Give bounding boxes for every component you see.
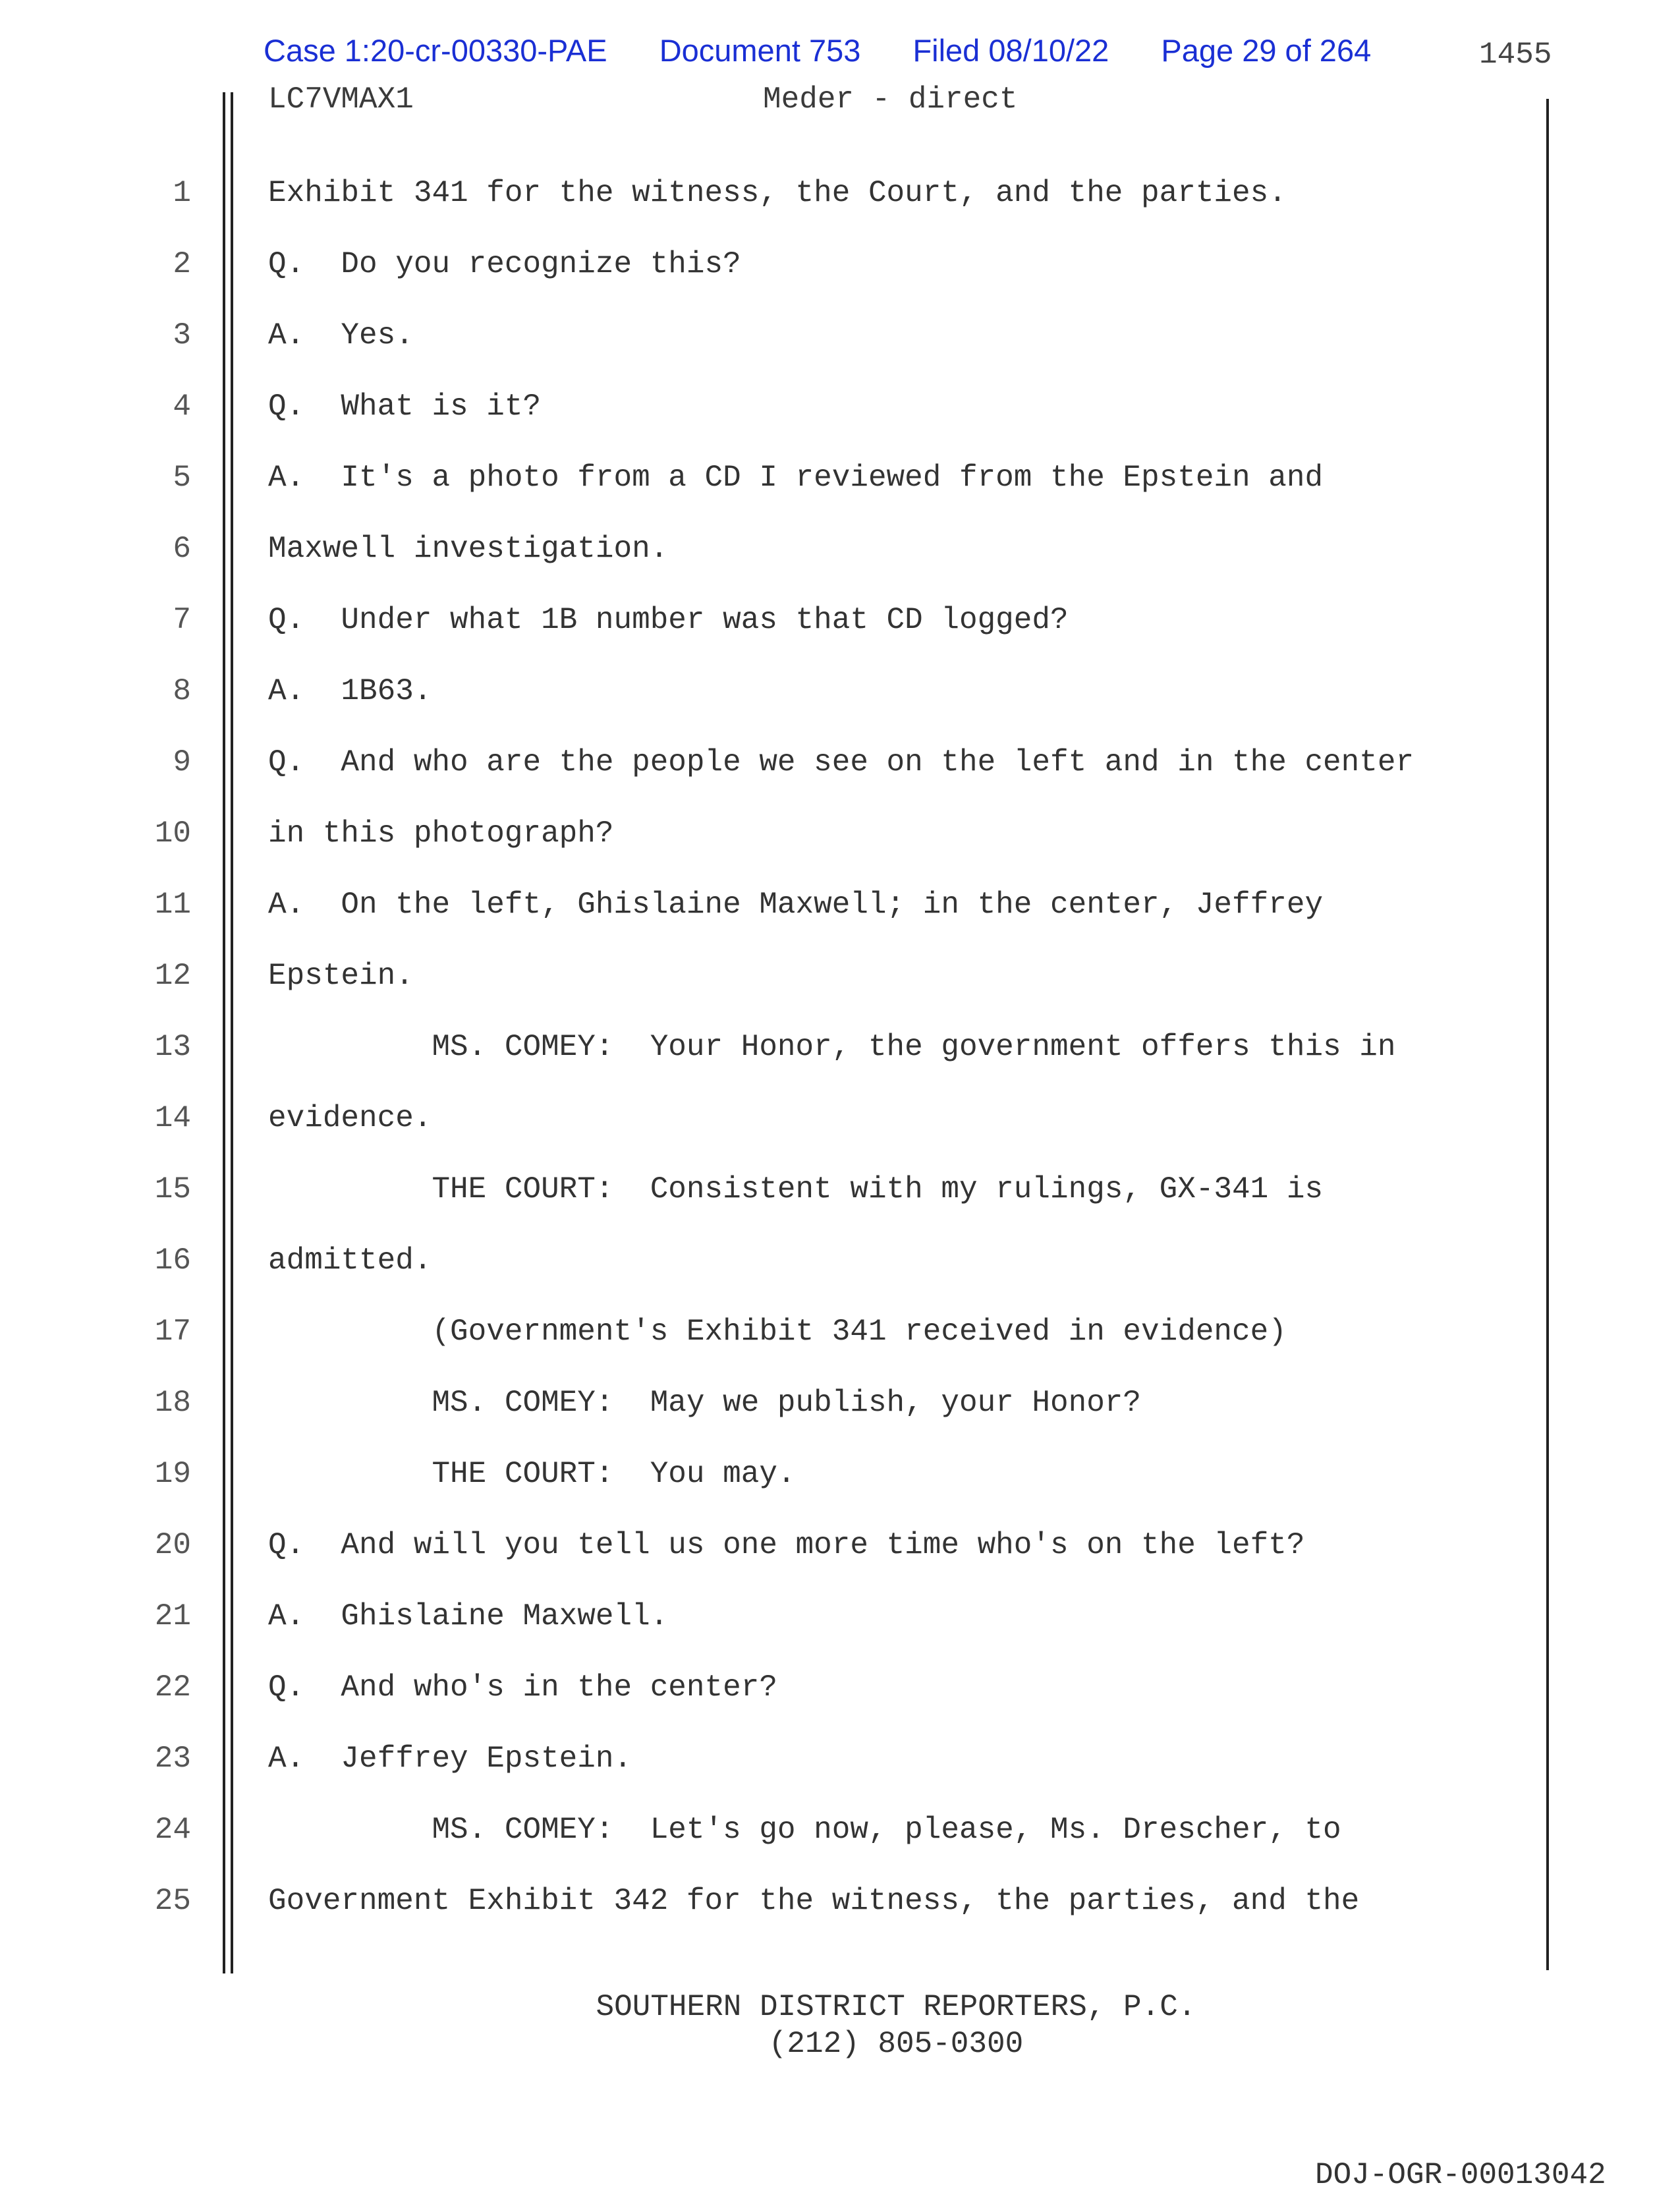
transcript-line: MS. COMEY: May we publish, your Honor? bbox=[268, 1386, 1142, 1420]
line-number: 2 bbox=[173, 247, 191, 281]
bates-number: DOJ-OGR-00013042 bbox=[1315, 2158, 1606, 2192]
line-number: 17 bbox=[154, 1315, 191, 1349]
line-number: 15 bbox=[154, 1172, 191, 1206]
line-number: 13 bbox=[154, 1030, 191, 1064]
docket-code: LC7VMAX1 bbox=[268, 82, 414, 117]
line-number: 11 bbox=[154, 888, 191, 922]
transcript-line: Q. Under what 1B number was that CD logged? bbox=[268, 603, 1069, 637]
transcript-line: A. Ghislaine Maxwell. bbox=[268, 1599, 669, 1633]
case-number: Case 1:20-cr-00330-PAE bbox=[264, 33, 607, 68]
transcript-line: admitted. bbox=[268, 1243, 432, 1278]
left-margin-rule-outer bbox=[223, 92, 225, 1973]
transcript-line: Q. And will you tell us one more time who's on the left? bbox=[268, 1528, 1305, 1562]
line-number: 5 bbox=[173, 461, 191, 495]
transcript-line: A. Yes. bbox=[268, 318, 414, 353]
transcript-line: (Government's Exhibit 341 received in evidence) bbox=[268, 1315, 1287, 1349]
reporter-footer bbox=[0, 1989, 1680, 2062]
left-margin-rule-inner bbox=[231, 92, 233, 1973]
line-number: 9 bbox=[173, 745, 191, 780]
transcript-line: A. 1B63. bbox=[268, 674, 432, 708]
line-number: 24 bbox=[154, 1813, 191, 1847]
line-number: 22 bbox=[154, 1670, 191, 1705]
transcript-line: A. Jeffrey Epstein. bbox=[268, 1742, 632, 1776]
line-number: 8 bbox=[173, 674, 191, 708]
ecf-stamp bbox=[264, 29, 1371, 72]
transcript-line: A. On the left, Ghislaine Maxwell; in the center, Jeffrey bbox=[268, 888, 1324, 922]
line-number: 10 bbox=[154, 816, 191, 851]
reporter-name: SOUTHERN DISTRICT REPORTERS, P.C. bbox=[596, 1990, 1196, 2024]
line-number: 21 bbox=[154, 1599, 191, 1633]
transcript-line: Epstein. bbox=[268, 959, 414, 993]
line-number: 19 bbox=[154, 1457, 191, 1491]
document-number: Document 753 bbox=[659, 33, 861, 68]
transcript-line: MS. COMEY: Your Honor, the government offers this in bbox=[268, 1030, 1396, 1064]
reporter-phone: (212) 805-0300 bbox=[768, 2027, 1024, 2061]
page-count: Page 29 of 264 bbox=[1161, 33, 1372, 68]
right-margin-rule bbox=[1546, 99, 1549, 1970]
transcript-line: Q. Do you recognize this? bbox=[268, 247, 741, 281]
transcript-line: MS. COMEY: Let's go now, please, Ms. Drescher, to bbox=[268, 1813, 1341, 1847]
transcript-line: THE COURT: You may. bbox=[268, 1457, 796, 1491]
transcript-page-number: 1455 bbox=[1479, 38, 1552, 72]
line-number: 18 bbox=[154, 1386, 191, 1420]
line-number: 14 bbox=[154, 1101, 191, 1135]
transcript-line: A. It's a photo from a CD I reviewed from the Epstein and bbox=[268, 461, 1324, 495]
line-number: 12 bbox=[154, 959, 191, 993]
transcript-line: Q. What is it? bbox=[268, 389, 542, 424]
line-number: 6 bbox=[173, 532, 191, 566]
transcript-line: evidence. bbox=[268, 1101, 432, 1135]
transcript-line: Maxwell investigation. bbox=[268, 532, 669, 566]
line-number: 23 bbox=[154, 1742, 191, 1776]
line-number: 16 bbox=[154, 1243, 191, 1278]
line-number: 20 bbox=[154, 1528, 191, 1562]
line-number: 4 bbox=[173, 389, 191, 424]
transcript-line: THE COURT: Consistent with my rulings, GX-341 is bbox=[268, 1172, 1324, 1206]
line-number: 1 bbox=[173, 176, 191, 210]
transcript-line: Exhibit 341 for the witness, the Court, and the parties. bbox=[268, 176, 1287, 210]
transcript-line: in this photograph? bbox=[268, 816, 614, 851]
transcript-line: Q. And who's in the center? bbox=[268, 1670, 777, 1705]
witness-heading: Meder - direct bbox=[763, 82, 1018, 117]
line-number: 7 bbox=[173, 603, 191, 637]
line-number: 25 bbox=[154, 1884, 191, 1918]
filed-date: Filed 08/10/22 bbox=[912, 33, 1109, 68]
transcript-line: Q. And who are the people we see on the left and in the center bbox=[268, 745, 1414, 780]
transcript-line: Government Exhibit 342 for the witness, the parties, and the bbox=[268, 1884, 1360, 1918]
line-number: 3 bbox=[173, 318, 191, 353]
